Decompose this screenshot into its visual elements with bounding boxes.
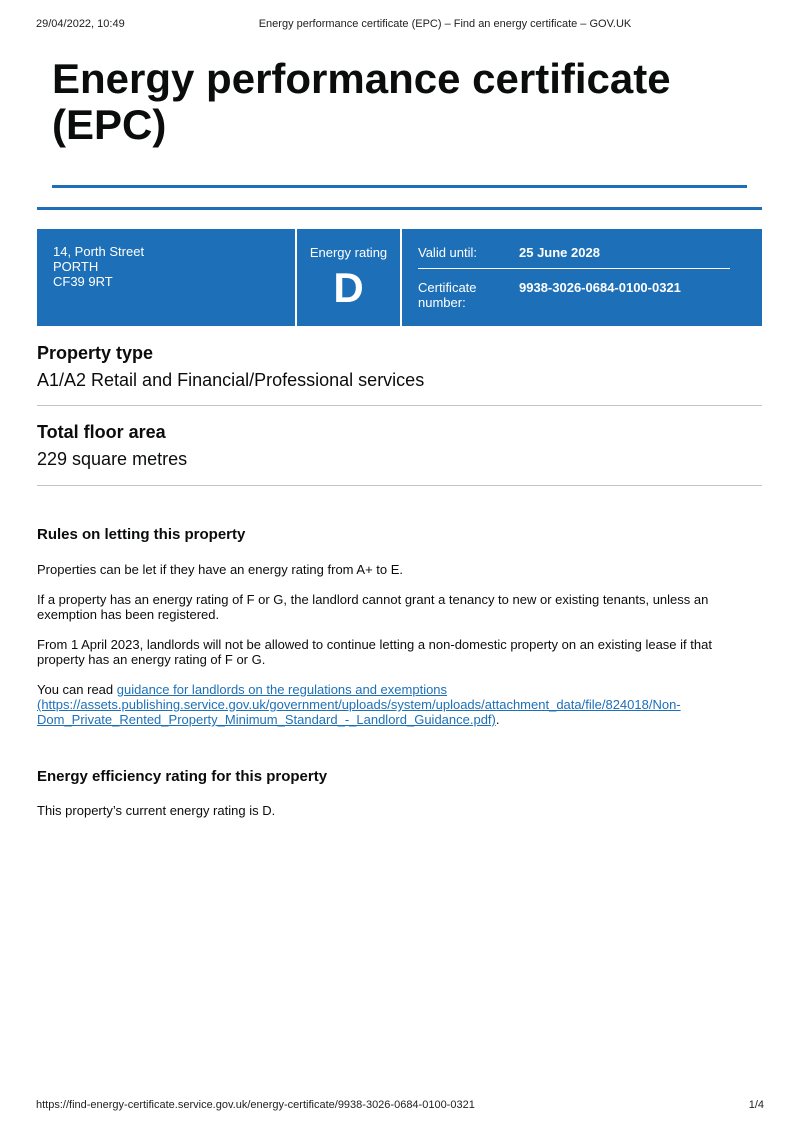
title-divider <box>52 185 747 188</box>
letting-rule-paragraph: If a property has an energy rating of F or G, the landlord cannot grant a tenancy to new or existing tenants, unless an exemption has been registered. <box>37 592 709 622</box>
property-address <box>53 244 144 289</box>
property-type-value: A1/A2 Retail and Financial/Professional services <box>37 370 425 390</box>
guidance-prefix: You can read <box>37 682 117 697</box>
efficiency-rating-text: This property’s current energy rating is D. <box>37 803 276 818</box>
rating-column <box>297 229 400 326</box>
certificate-details-column <box>402 229 762 326</box>
efficiency-rating-heading: Energy efficiency rating for this property <box>37 768 328 785</box>
guidance-paragraph <box>37 682 737 727</box>
address-column <box>37 229 295 326</box>
details-divider <box>418 268 730 269</box>
guidance-suffix: . <box>495 712 500 727</box>
address-line: 14, Porth Street <box>53 244 145 259</box>
section-divider <box>37 207 762 210</box>
energy-rating-letter: D <box>333 264 364 311</box>
print-url: https://find-energy-certificate.service.gov.uk/energy-certificate/9938-3026-0684-0100-0321 <box>36 1099 475 1111</box>
letting-rule-paragraph: Properties can be let if they have an energy rating from A+ to E. <box>37 562 404 577</box>
landlord-guidance-link[interactable]: guidance for landlords on the regulations and exemptions (https://assets.publishing.service.gov.uk/government/uploads/system/uploads/attachment_data/file/824018/Non-Dom_Private_Rented_Property_Minimum_Standard_-_Landlord_Guidance.pdf) <box>37 682 681 727</box>
page-number: 1/4 <box>748 1099 764 1111</box>
print-page-title: Energy performance certificate (EPC) – Find an energy certificate – GOV.UK <box>258 18 632 30</box>
certificate-number-label: Certificate number: <box>418 280 477 310</box>
floor-area-heading: Total floor area <box>37 422 166 442</box>
letting-rules-heading: Rules on letting this property <box>37 526 246 543</box>
valid-until-label: Valid until: <box>418 245 478 260</box>
valid-until-value: 25 June 2028 <box>519 245 600 260</box>
print-header <box>36 18 764 32</box>
section-divider <box>37 485 762 486</box>
address-line: PORTH <box>53 259 99 274</box>
page-title: Energy performance certificate (EPC) <box>52 55 671 148</box>
letting-rule-paragraph: From 1 April 2023, landlords will not be allowed to continue letting a non-domestic property on an existing lease if that property has an energy rating of F or G. <box>37 637 712 667</box>
energy-rating-label: Energy rating <box>309 245 388 260</box>
print-date: 29/04/2022, 10:49 <box>36 18 125 30</box>
print-footer <box>36 1099 764 1113</box>
floor-area-value: 229 square metres <box>37 449 188 469</box>
epc-summary-box <box>37 229 762 326</box>
section-divider <box>37 405 762 406</box>
certificate-number-value: 9938-3026-0684-0100-0321 <box>519 280 681 295</box>
property-type-heading: Property type <box>37 343 154 363</box>
address-line: CF39 9RT <box>53 274 113 289</box>
